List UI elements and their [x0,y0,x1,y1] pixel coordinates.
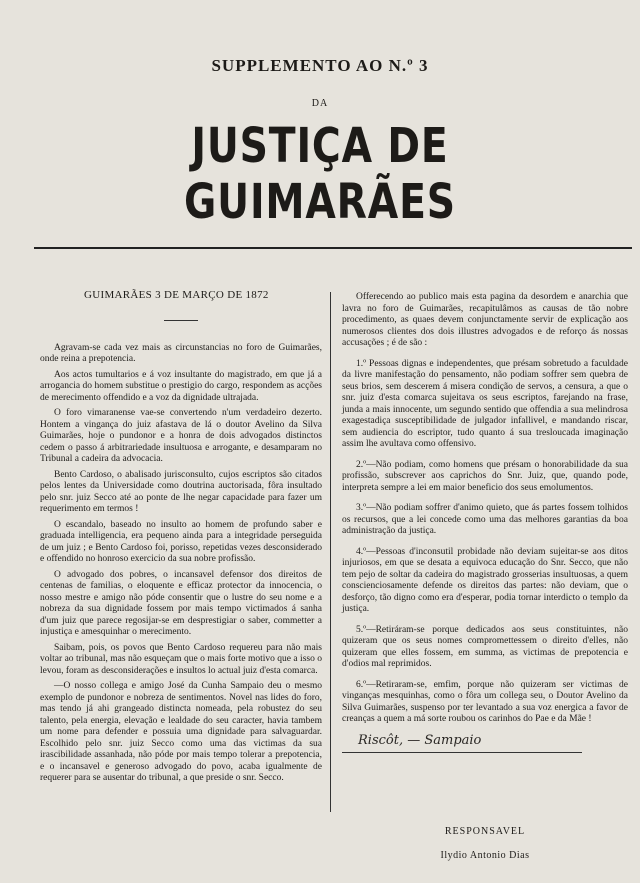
list-item: 4.º—Pessoas d'inconsutil probidade não deviam sujeitar-se aos ditos injuriosos, em que se desata a equivoca educação do Snr. Secco, que não tem pejo de soltar da cadeira do magistrado grosserias insultuosas, a quem conscienciosamente defende os direitos das partes: não deviam, que o desforço, tão digno como era d'esperar, podia tornar interdicto o templo da justiça. [342,546,628,614]
paragraph: Aos actos tumultarios e á voz insultante do magistrado, em que já a arrogancia do homem substitue o prestigio do cargo, respondem as acções de merecimento offendido e a voz da dignidade ultrajada. [40,369,322,403]
paragraph: O advogado dos pobres, o incansavel defensor dos direitos de centenas de familias, o eloquente e efficaz protector da innocencia, o nosso mestre e amigo não póde consentir que o lustre do seu nome e a nobreza da sua dignidade fossem por mais tempo victimados á sanha d'um juiz que parece regosijar-se em desprestigiar o saber, commetter a injustiça e amesquinhar o merecimento. [40,569,322,637]
list-item: 6.º—Retiraram-se, emfim, porque não quizeram ser victimas de vinganças mesquinhas, como o fôra um collega seu, o Doutor Avelino da Silva Guimarães, suspenso por ter levantado a sua voz energica a favor de creanças a quem a má sorte roubou os carinhos do Pae e da Mãe ! [342,679,628,724]
paragraph: Bento Cardoso, o abalisado jurisconsulto, cujos escriptos são citados pelos lentes da Universidade como doutrina auctorisada, fôra insultado pelo snr. juiz Secco até ao ponte de lhe negar capacidade para fazer um requerimento em termos ! [40,469,322,514]
right-column [342,292,628,753]
dateline-rule [164,320,198,321]
supplement-heading: SUPPLEMENTO AO N.º 3 [211,56,429,75]
masthead-title: JUSTIÇA DE GUIMARÃES [184,118,456,230]
left-column [40,290,322,789]
paragraph: O escandalo, baseado no insulto ao homem de profundo saber e graduada intelligencia, era pequeno ainda para a integridade perseguida de um juiz ; e Bento Cardoso foi, porisso, repetidas vezes desconsiderado e offendido no honroso exercicio da sua nobre profissão. [40,519,322,564]
da-label: DA [311,98,329,109]
responsavel-name: Ilydio Antonio Dias [440,850,530,861]
signature-rule [342,752,582,753]
paragraph: Saibam, pois, os povos que Bento Cardoso requereu para não mais voltar ao tribunal, mas não esqueçam que o mais forte motivo que a isso o levou, foram as desconsiderações e insultos lo actual juiz d'esta comarca. [40,642,322,676]
list-item: 2.º—Não podiam, como homens que présam o honorabilidade da sua profissão, subscrever aos caprichos do Snr. Juiz, que, quando pode, interpreta sempre a lei em maior beneficio dos seus emolumentos. [342,459,628,493]
paragraph: Agravam-se cada vez mais as circunstancias no foro de Guimarães, onde reina a prepotencia. [40,342,322,364]
intro-paragraph: Offerecendo ao publico mais esta pagina da desordem e anarchia que lavra no foro de Guimarães, recapitulâmos as causas de tão nobre procedimento, as quaes devem conjunctamente servir de explicação aos numerosos clientes dos dois illustres advogados e de reforço ás nossas accusações ; é de são : [342,292,628,348]
paragraph: —O nosso collega e amigo José da Cunha Sampaio deu o mesmo exemplo de pundonor e nobreza de sentimentos. Novel nas lides do foro, mas tendo já ahi grangeado distincta nomeada, pela robustez do seu talento, pela energia, elevação e lealdade do seu caracter, havia tambem um nome para defender e possuia uma dignidade para salvaguardar. Escolhido pelo snr. juiz Secco como uma das victimas da sua irascibilidade assanhada, não póde por mais tempo tolerar a prepotencia, e o incansavel e generoso advogado do povo, acaba igualmente de requerer para se ausentar do tribunal, a que preside o snr. Secco. [40,681,322,783]
responsavel-label: RESPONSAVEL [444,826,526,837]
column-divider [330,292,331,812]
paragraph: O foro vimaranense vae-se convertendo n'um verdadeiro dezerto. Hontem a vingança do juiz afastava de lá o doutor Avelino da Silva Guimarães, hoje o pundonor e a honra de dois advogados distinctos cedem o passo á arbitrariedade insultuosa e arrogante, e desamparam no Tribunal a cadeira da advocacia. [40,408,322,464]
masthead-rule [34,247,632,249]
dateline: GUIMARÃES 3 DE MARÇO DE 1872 [84,289,269,301]
list-item: 5.º—Retiráram-se porque dedicados aos seus constituintes, não quizeram que os seus nomes compromettessem o direito d'elles, não quizeram que elles fossem, em summa, as victimas de prepotencia e d'odios mal reprimidos. [342,624,628,669]
list-item: 3.º—Não podiam soffrer d'animo quieto, que ás partes fossem tolhidos os recursos, que a lei concede como uma das melhores garantias da boa administração da justiça. [342,503,628,536]
list-item: 1.º Pessoas dignas e independentes, que présam sobretudo a faculdade da livre manifestação do pensamento, não podiam soffrer sem quebra de seus brios, sem descerem á misera condição de servos, a censura, a que o snr. juiz d'esta comarca sujeitava os seus escriptos, farejando na frase, junda a mais innocente, um segundo sentido que offendia a sua melindrosa exagestadiça susceptibilidade de julgador infallivel, e mandando riscar, sem audiencia do escriptor, tudo quanto á sua tresloucada imaginação assim lhe avultava como offensivo. [342,358,628,449]
handwritten-signature: Riscôt, — Sampaio [358,732,482,748]
